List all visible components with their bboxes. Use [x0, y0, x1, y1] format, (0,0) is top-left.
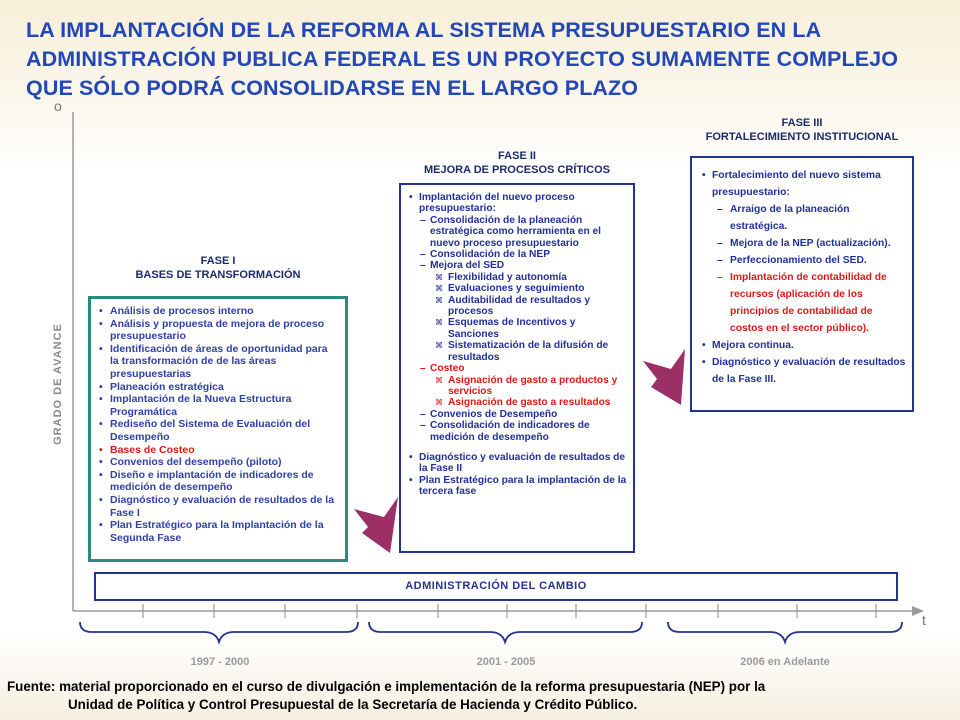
phase2-detail: ⌘ Flexibilidad y autonomía [409, 272, 627, 283]
period-label-3: 2006 en Adelante [740, 656, 830, 668]
period-label-2: 2001 - 2005 [476, 656, 536, 668]
phase2-subitem: – Consolidación de la planeación estratégica como herramienta en el nuevo proceso presupuestario [409, 215, 627, 249]
period-brace-1 [80, 622, 358, 642]
phase2-detail: ⌘ Auditabilidad de resultados y procesos [409, 295, 627, 318]
phase2-header [399, 149, 635, 177]
phase3-subitem-highlight: – Implantación de contabilidad de recursos (aplicación de los principios de contabilidad de costos en el sector público). [702, 269, 906, 337]
phase3-subitem: – Arraigo de la planeación estratégica. [702, 201, 906, 235]
phase2-detail-highlight: ⌘ Asignación de gasto a productos y servicios [409, 375, 627, 398]
phase2-box [399, 183, 635, 553]
phase3-subitem: – Perfeccionamiento del SED. [702, 252, 906, 269]
source-line-2: Unidad de Política y Control Presupuestal de la Secretaría de Hacienda y Crédito Público. [68, 697, 638, 712]
phase1-item-highlight: • Bases de Costeo [99, 444, 339, 457]
time-axis-label: t [922, 612, 926, 628]
phase2-subitem: – Mejora del SED [409, 260, 627, 271]
phase2-detail: ⌘ Sistematización de la difusión de resultados [409, 340, 627, 363]
phase1-item: • Análisis de procesos interno [99, 305, 339, 318]
source-note [7, 678, 957, 714]
phase1-item: • Planeación estratégica [99, 381, 339, 394]
phase1-to-phase2-arrow-icon [350, 497, 398, 557]
phase2-subtitle: MEJORA DE PROCESOS CRÍTICOS [423, 164, 610, 176]
phase2-detail-highlight: ⌘ Asignación de gasto a resultados [409, 397, 627, 408]
phase2-detail: ⌘ Evaluaciones y seguimiento [409, 283, 627, 294]
phase2-detail: ⌘ Esquemas de Incentivos y Sanciones [409, 317, 627, 340]
period-brace-2 [369, 622, 642, 642]
phase3-item: • Mejora continua. [702, 337, 906, 354]
phase3-subtitle: FORTALECIMIENTO INSTITUCIONAL [705, 131, 899, 143]
phase1-item: • Identificación de áreas de oportunidad para la transformación de de las áreas presupuestarias [99, 343, 339, 381]
phase3-subitem: – Mejora de la NEP (actualización). [702, 235, 906, 252]
phase3-item: • Fortalecimiento del nuevo sistema presupuestario: [702, 167, 906, 201]
phase2-name: FASE II [498, 150, 536, 162]
phase1-item: • Diseño e implantación de indicadores de medición de desempeño [99, 469, 339, 494]
phase2-item: • Implantación del nuevo proceso presupuestario: [409, 192, 627, 215]
phase1-item: • Plan Estratégico para la Implantación de la Segunda Fase [99, 519, 339, 544]
phase2-item: • Plan Estratégico para la implantación de la tercera fase [409, 475, 627, 498]
phase2-subitem: – Consolidación de la NEP [409, 249, 627, 260]
phase2-subitem-highlight: – Costeo [409, 363, 627, 374]
source-line-1: Fuente: material proporcionado en el curso de divulgación e implementación de la reforma presupuestaria (NEP) por la [7, 679, 766, 694]
phase1-box [88, 296, 348, 562]
phase2-subitem: – Convenios de Desempeño [409, 409, 627, 420]
phase3-box [690, 156, 914, 412]
phase1-item: • Implantación de la Nueva Estructura Programática [99, 393, 339, 418]
phase1-item: • Análisis y propuesta de mejora de proceso presupuestario [99, 318, 339, 343]
period-label-1: 1997 - 2000 [190, 656, 250, 668]
page-title: LA IMPLANTACIÓN DE LA REFORMA AL SISTEMA PRESUPUESTARIO EN LA ADMINISTRACIÓN PUBLICA FEDERAL ES UN PROYECTO SUMAMENTE COMPLEJO QUE SÓLO PODRÁ CONSOLIDARSE EN EL LARGO PLAZO [26, 18, 899, 100]
phase2-item: • Diagnóstico y evaluación de resultados de la Fase II [409, 452, 627, 475]
phase3-header [672, 116, 932, 144]
y-axis-label: GRADO DE AVANCE [52, 323, 64, 445]
phase2-to-phase3-arrow-icon [641, 347, 687, 409]
phase1-item: • Rediseño del Sistema de Evaluación del Desempeño [99, 418, 339, 443]
phase3-item: • Diagnóstico y evaluación de resultados de la Fase III. [702, 354, 906, 388]
phase1-item: • Convenios del desempeño (piloto) [99, 456, 339, 469]
origin-label: o [54, 98, 62, 114]
phase1-item: • Diagnóstico y evaluación de resultados de la Fase I [99, 494, 339, 519]
phase1-subtitle: BASES DE TRANSFORMACIÓN [135, 269, 301, 281]
phase1-header [88, 254, 348, 282]
phase1-name: FASE I [200, 255, 236, 267]
change-management-bar: ADMINISTRACIÓN DEL CAMBIO [94, 572, 898, 601]
phase2-subitem: – Consolidación de indicadores de medición de desempeño [409, 420, 627, 443]
period-brace-3 [668, 622, 902, 642]
phase3-name: FASE III [781, 117, 823, 129]
